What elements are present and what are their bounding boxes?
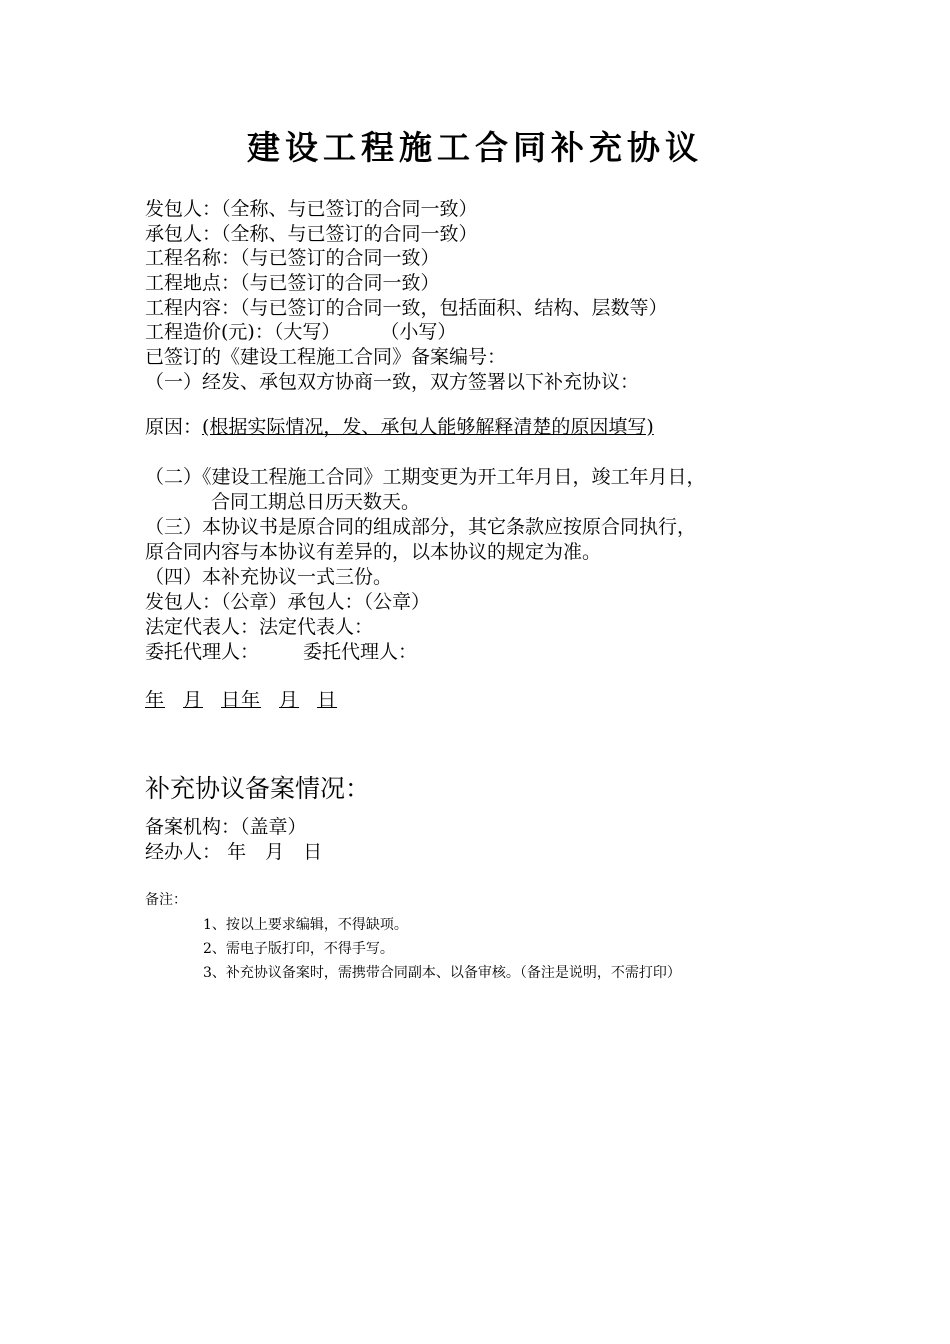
field-project-content: 工程内容：（与已签订的合同一致，包括面积、结构、层数等） [145,297,668,319]
handler-date: 年 月 日 [227,841,323,863]
reason-line [145,415,654,440]
document-title: 建设工程施工合同补充协议 [247,128,703,167]
reason-label: 原因： [145,416,203,438]
agent-right-label: 委托代理人： [303,641,418,663]
signature-agent-line [145,640,417,665]
clause-1: （一）经发、承包双方协商一致，双方签署以下补充协议： [145,371,640,393]
field-contractor: 承包人：（全称、与已签订的合同一致） [145,223,478,245]
field-record-number: 已签订的《建设工程施工合同》备案编号： [145,346,507,368]
cost-label: 工程造价(元)：（大写） [145,321,341,343]
note-item-1: 1、按以上要求编辑，不得缺项。 [203,917,408,933]
filing-heading: 补充协议备案情况： [145,774,371,803]
field-project-location: 工程地点：（与已签订的合同一致） [145,272,440,294]
note-item-3: 3、补充协议备案时，需携带合同副本、以备审核。（备注是说明，不需打印） [203,965,681,981]
field-project-cost [145,320,456,345]
date-day-year: 日年 [221,689,262,711]
filing-handler-line [145,840,322,865]
field-project-name: 工程名称：（与已签订的合同一致） [145,247,440,269]
clause-4: （四）本补充协议一式三份。 [145,566,393,588]
clause-2-line-1: （二）《建设工程施工合同》工期变更为开工年月日，竣工年月日， [145,466,706,488]
date-day-2: 日 [317,689,338,711]
filing-agency: 备案机构：（盖章） [145,816,307,838]
note-item-2: 2、需电子版打印，不得手写。 [203,941,394,957]
clause-3-line-1: （三）本协议书是原合同的组成部分，其它条款应按原合同执行， [145,516,697,538]
date-month-2: 月 [279,689,300,711]
signature-legal-rep-line: 法定代表人：法定代表人： [145,616,374,638]
signature-date-line [145,688,337,713]
handler-label: 经办人： [145,841,222,863]
reason-text: (根据实际情况，发、承包人能够解释清楚的原因填写) [202,416,654,438]
clause-3-line-2: 原合同内容与本协议有差异的，以本协议的规定为准。 [145,541,602,563]
field-employer: 发包人：（全称、与已签订的合同一致） [145,198,478,220]
notes-label: 备注： [145,892,187,908]
cost-small: （小写） [380,321,457,343]
clause-2-line-2: 合同工期总日历天数天。 [211,491,421,513]
signature-seal-line: 发包人：（公章）承包人：（公章） [145,591,431,613]
date-month-1: 月 [183,689,204,711]
date-year-1: 年 [145,689,166,711]
agent-left-label: 委托代理人： [145,641,260,663]
